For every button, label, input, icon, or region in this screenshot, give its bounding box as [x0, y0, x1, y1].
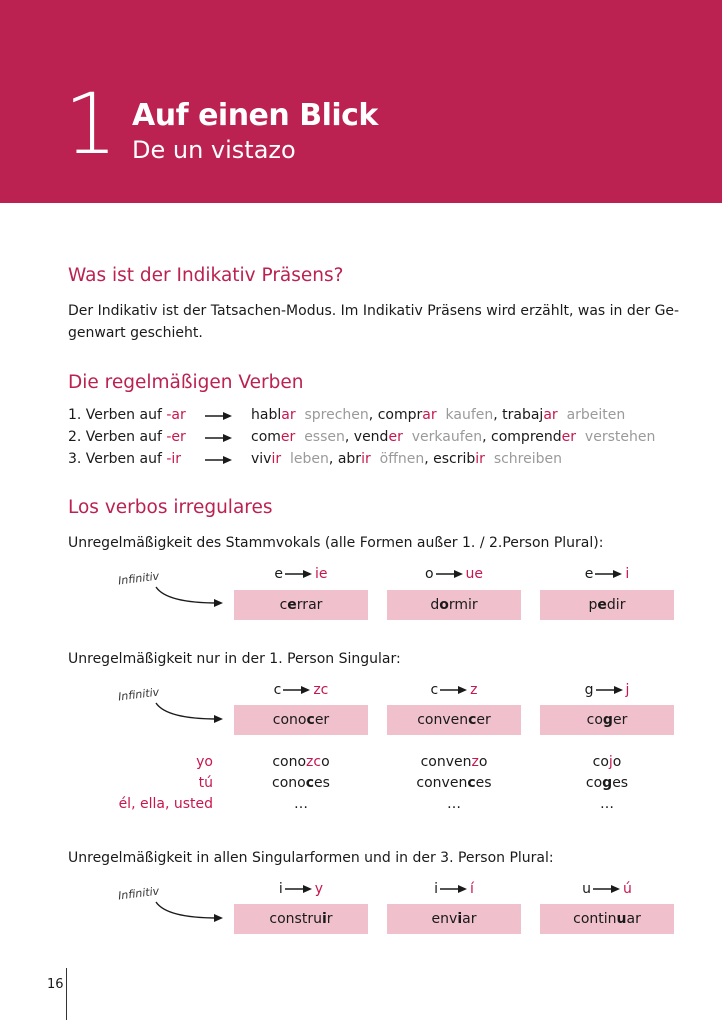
conjugated-form	[387, 752, 521, 773]
pronoun-label: yo	[196, 754, 213, 770]
verb-part: er	[314, 712, 330, 728]
arrow-right-icon	[440, 685, 468, 695]
verb-class-ending: -ar	[166, 407, 186, 423]
arrow-right-icon	[285, 569, 313, 579]
verb-translation: verkaufen	[411, 429, 483, 445]
infinitive-box	[387, 590, 521, 620]
conj-changed-letters: g	[602, 775, 613, 791]
pattern-to: ue	[465, 566, 484, 582]
verb-translation: kaufen	[445, 407, 494, 423]
conj-changed-letters: zc	[306, 754, 322, 770]
verb-separator: ,	[424, 451, 434, 467]
regular-verb-class-label	[68, 405, 186, 425]
arrow-right-icon	[595, 569, 623, 579]
verb-part: contin	[573, 911, 617, 927]
verb-stem: trabaj	[502, 407, 544, 423]
verb-stem: escrib	[433, 451, 476, 467]
conj-ending: …	[600, 796, 614, 812]
group3-description: Unregelmäßigkeit in allen Singularformen und in der 3. Person Plural:	[68, 850, 554, 866]
regular-verb-class-label	[68, 449, 181, 469]
conjugated-form	[540, 752, 674, 773]
infinitiv-label: Infinitiv	[117, 685, 160, 704]
arrow-right-icon	[285, 884, 313, 894]
regular-verb-class-label	[68, 427, 186, 447]
chapter-subtitle: De un vistazo	[132, 136, 296, 164]
verb-changing-letter: u	[616, 911, 627, 927]
verb-ending: er	[561, 429, 577, 445]
verb-ending: er	[280, 429, 296, 445]
conj-changed-letters: j	[608, 754, 613, 770]
verb-translation: arbeiten	[566, 407, 626, 423]
conjugated-form	[234, 752, 368, 773]
verb-ending: ir	[475, 451, 485, 467]
curved-arrow-icon	[152, 898, 232, 928]
verb-separator: ,	[344, 429, 354, 445]
infinitive-box	[540, 904, 674, 934]
verb-part: rrar	[296, 597, 323, 613]
section-heading-regular-verbs: Die regelmäßigen Verben	[68, 372, 304, 393]
vowel-change-pattern	[387, 564, 521, 584]
pattern-to: j	[625, 682, 630, 698]
group1-description: Unregelmäßigkeit des Stammvokals (alle Formen außer 1. / 2.Person Plural):	[68, 535, 604, 551]
pattern-to: y	[314, 881, 324, 897]
verb-part: conven	[417, 712, 469, 728]
arrow-right-icon	[205, 433, 233, 443]
verb-separator: ,	[368, 407, 378, 423]
vowel-change-pattern	[234, 564, 368, 584]
group2-description: Unregelmäßigkeit nur in der 1. Person Singular:	[68, 651, 401, 667]
conj-stem: cono	[272, 754, 307, 770]
infinitive-box	[387, 904, 521, 934]
verb-changing-letter: o	[439, 597, 449, 613]
verb-class-text: 1. Verben auf	[68, 407, 167, 423]
verb-part: constru	[269, 911, 322, 927]
verb-part: env	[431, 911, 458, 927]
chapter-title: Auf einen Blick	[132, 98, 378, 133]
conjugated-form	[234, 794, 368, 815]
verb-part: cono	[272, 712, 307, 728]
verb-ending: ir	[361, 451, 371, 467]
verb-part: c	[279, 597, 288, 613]
verb-separator: ,	[328, 451, 338, 467]
verb-ending: ar	[422, 407, 437, 423]
conj-changed-letters: c	[467, 775, 476, 791]
verb-changing-letter: c	[306, 712, 315, 728]
pattern-from: g	[584, 682, 594, 698]
intro-paragraph-line1: Der Indikativ ist der Tatsachen-Modus. Im Indikativ Präsens wird erzählt, was in der Ge-	[68, 303, 680, 319]
conjugated-form	[540, 794, 674, 815]
pattern-to: í	[470, 881, 474, 897]
pattern-to: z	[470, 682, 478, 698]
conj-changed-letters: z	[471, 754, 479, 770]
conj-ending: es	[314, 775, 330, 791]
infinitive-box	[540, 705, 674, 735]
arrow-right-icon	[283, 685, 311, 695]
conj-stem: co	[592, 754, 609, 770]
arrow-right-icon	[593, 884, 621, 894]
conj-stem: co	[585, 775, 603, 791]
conjugated-form	[387, 773, 521, 794]
pattern-from: u	[582, 881, 591, 897]
conj-changed-letters: c	[305, 775, 315, 791]
vowel-change-pattern	[540, 680, 674, 700]
pattern-to: ú	[623, 881, 632, 897]
conj-ending: o	[478, 754, 488, 770]
verb-translation: sprechen	[304, 407, 369, 423]
verb-ending: ir	[271, 451, 282, 467]
vowel-change-pattern	[540, 564, 674, 584]
pattern-from: o	[424, 566, 434, 582]
verb-stem: comprend	[491, 429, 562, 445]
verb-class-text: 2. Verben auf	[68, 429, 167, 445]
verb-ending: ar	[543, 407, 558, 423]
chapter-number: 1	[64, 75, 118, 173]
verb-ending: ar	[281, 407, 296, 423]
pattern-from: e	[274, 566, 284, 582]
regular-verb-examples	[251, 427, 655, 447]
verb-translation: leben	[290, 451, 329, 467]
verb-translation: öffnen	[379, 451, 425, 467]
verb-changing-letter: c	[468, 712, 477, 728]
pattern-from: c	[430, 682, 439, 698]
pattern-to: i	[625, 566, 630, 582]
pattern-from: i	[434, 881, 438, 897]
verb-part: p	[588, 597, 598, 613]
verb-separator: ,	[493, 407, 503, 423]
conj-stem: cono	[272, 775, 306, 791]
verb-part: er	[476, 712, 491, 728]
verb-part: r	[326, 911, 333, 927]
conjugated-form	[234, 773, 368, 794]
infinitiv-label: Infinitiv	[117, 569, 160, 588]
regular-verb-examples	[251, 405, 625, 425]
conj-ending: es	[475, 775, 492, 791]
verb-part: ar	[626, 911, 641, 927]
arrow-right-icon	[596, 685, 624, 695]
vowel-change-pattern	[387, 879, 521, 899]
verb-translation: schreiben	[493, 451, 563, 467]
arrow-right-icon	[440, 884, 468, 894]
verb-class-ending: -er	[166, 429, 186, 445]
conj-ending: es	[612, 775, 629, 791]
page-number: 16	[47, 977, 64, 992]
verb-part: rmir	[448, 597, 478, 613]
verb-part: ar	[462, 911, 477, 927]
conj-ending: …	[294, 796, 308, 812]
verb-stem: viv	[251, 451, 272, 467]
arrow-right-icon	[436, 569, 464, 579]
intro-paragraph-line2: genwart geschieht.	[68, 325, 203, 341]
vowel-change-pattern	[234, 879, 368, 899]
infinitive-box	[540, 590, 674, 620]
verb-part: dir	[606, 597, 626, 613]
conj-ending: o	[321, 754, 330, 770]
infinitive-box	[234, 904, 368, 934]
verb-translation: essen	[304, 429, 345, 445]
page-number-rule	[66, 968, 67, 1020]
pronoun-label: él, ella, usted	[118, 796, 213, 812]
pronoun-label: tú	[198, 775, 213, 791]
verb-stem: abr	[337, 451, 362, 467]
verb-translation: verstehen	[584, 429, 656, 445]
conj-stem: conven	[420, 754, 472, 770]
verb-stem: vend	[353, 429, 389, 445]
verb-changing-letter: g	[602, 712, 613, 728]
conjugated-form	[387, 794, 521, 815]
verb-changing-letter: e	[287, 597, 297, 613]
conj-ending: …	[447, 796, 461, 812]
verb-changing-letter: i	[457, 911, 463, 927]
pattern-from: e	[584, 566, 594, 582]
curved-arrow-icon	[152, 583, 232, 613]
arrow-right-icon	[205, 411, 233, 421]
conjugated-form	[540, 773, 674, 794]
infinitive-box	[234, 590, 368, 620]
vowel-change-pattern	[387, 680, 521, 700]
pattern-to: ie	[315, 566, 328, 582]
verb-changing-letter: e	[597, 597, 607, 613]
verb-class-ending: -ir	[166, 451, 182, 467]
regular-verb-examples	[251, 449, 562, 469]
pattern-from: c	[273, 682, 282, 698]
curved-arrow-icon	[152, 699, 232, 729]
vowel-change-pattern	[234, 680, 368, 700]
conj-ending: o	[612, 754, 622, 770]
verb-part: co	[586, 712, 603, 728]
pattern-to: zc	[313, 682, 329, 698]
section-heading-indikativ: Was ist der Indikativ Präsens?	[68, 265, 344, 286]
verb-class-text: 3. Verben auf	[68, 451, 167, 467]
section-heading-irregular-verbs: Los verbos irregulares	[68, 497, 273, 518]
verb-part: er	[612, 712, 628, 728]
verb-stem: compr	[377, 407, 423, 423]
verb-separator: ,	[482, 429, 492, 445]
pattern-from: i	[278, 881, 283, 897]
infinitive-box	[234, 705, 368, 735]
verb-part: d	[430, 597, 440, 613]
infinitive-box	[387, 705, 521, 735]
vowel-change-pattern	[540, 879, 674, 899]
conj-stem: conven	[416, 775, 468, 791]
verb-ending: er	[388, 429, 403, 445]
verb-stem: habl	[251, 407, 282, 423]
arrow-right-icon	[205, 455, 233, 465]
infinitiv-label: Infinitiv	[117, 884, 160, 903]
verb-changing-letter: i	[321, 911, 327, 927]
verb-stem: com	[251, 429, 281, 445]
